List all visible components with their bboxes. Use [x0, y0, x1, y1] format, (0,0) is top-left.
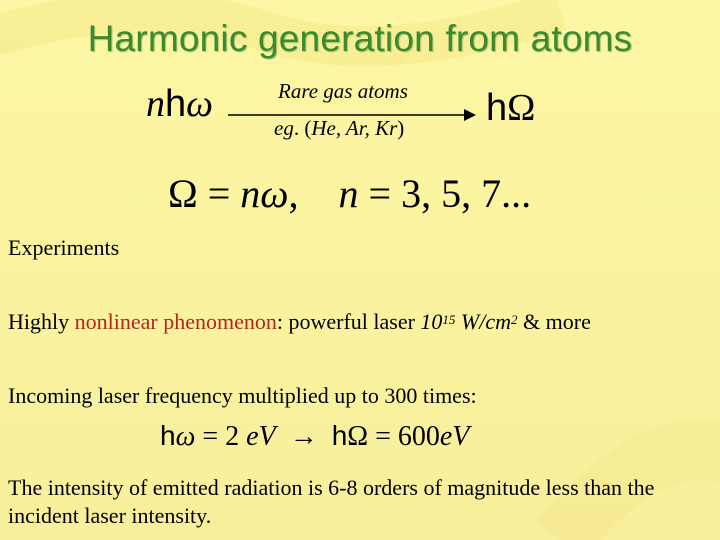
output-photon: hΩ: [486, 87, 536, 129]
arrow-top-label: Rare gas atoms: [278, 79, 408, 103]
intensity-paragraph: The intensity of emitted radiation is 6-8 orders of magnitude less than the incident laser intensity.: [8, 475, 655, 528]
incoming-line: Incoming laser frequency multiplied up to 300 times:: [8, 383, 477, 408]
laser-intensity: $10^{15}$ $W/cm^2$: [420, 309, 518, 334]
arrow-bottom-label: eg. (He, Ar, Kr): [274, 116, 405, 140]
experiments-heading: Experiments: [8, 235, 120, 260]
nonlinear-line: Highly nonlinear phenomenon: powerful laser $10^{15}$ $W/cm^2$ & more: [8, 309, 591, 334]
input-photon: nhω: [146, 83, 213, 125]
energy-equation: hω = 2 eV → hΩ = 600eV: [160, 420, 470, 452]
harmonic-equation: [138, 72, 558, 152]
frequency-equation: Ω = nω, n = 3, 5, 7...: [168, 171, 532, 216]
slide-title: Harmonic generation from atoms: [87, 18, 633, 59]
nonlinear-phenomenon-highlight: nonlinear phenomenon: [74, 309, 277, 334]
